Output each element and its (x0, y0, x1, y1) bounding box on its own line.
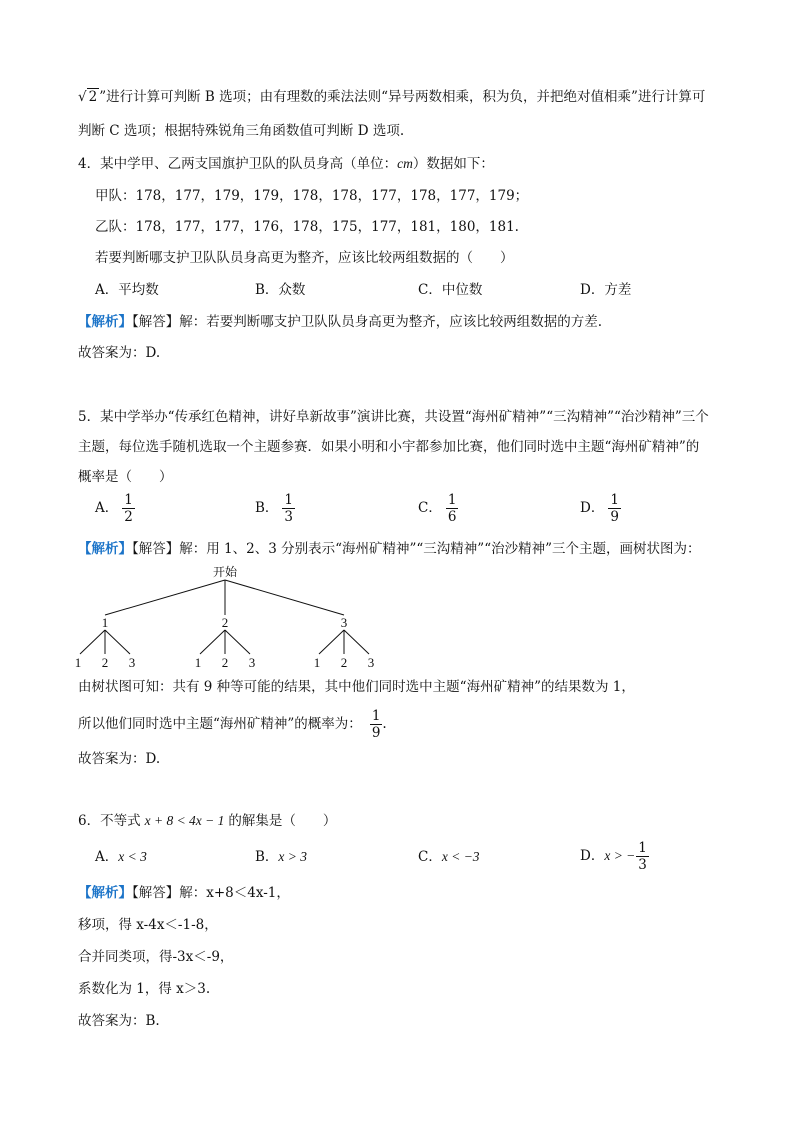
q4-team-b: 乙队：178，177，177，176，178，175，177，181，180，181. (95, 219, 519, 235)
q4-solution: 【解析】【解答】解：若要判断哪支护卫队队员身高更为整齐，应该比较两组数据的方差. (78, 314, 603, 330)
tree-branch (200, 630, 225, 654)
tree-node-1: 1 (101, 615, 109, 630)
q4-stem: 4．某中学甲、乙两支国旗护卫队的队员身高（单位：cm）数据如下： (78, 156, 494, 172)
q5-solution: 【解析】【解答】解：用 1、2、3 分别表示“海州矿精神”“三沟精神”“治沙精神”三个主题，画树状图为： (78, 541, 701, 557)
tree-branch (105, 630, 130, 654)
q6-answer: 故答案为：B. (78, 1013, 160, 1029)
tree-branch (105, 580, 225, 615)
q4-question: 若要判断哪支护卫队队员身高更为整齐，应该比较两组数据的（ ） (95, 250, 514, 266)
tree-leaf: 3 (248, 655, 256, 670)
q5-stem-line-3: 概率是（ ） (78, 469, 173, 485)
q5-conclusion-2: 所以他们同时选中主题“海州矿精神”的概率为： $\frac{1}{9}$ . (78, 708, 387, 741)
tree-root: 开始 (212, 565, 238, 579)
tree-node-2: 2 (221, 615, 229, 630)
tree-leaf: 1 (194, 655, 202, 670)
intro-line-1: √ 2 ”进行计算可判断 B 选项；由有理数的乘法法则“异号两数相乘，积为负，并把绝对值相乘”进行计算可 (78, 89, 706, 105)
q4-team-a: 甲队：178，177，179，179，178，178，177，178，177，179； (95, 188, 529, 204)
tree-branch (225, 580, 344, 615)
intro-line-2: 判断 C 选项；根据特殊锐角三角函数值可判断 D 选项. (78, 123, 405, 139)
q5-stem-line-2: 主题，每位选手随机选取一个主题参赛．如果小明和小宇都参加比赛，他们同时选中主题“海州矿精神”的 (78, 439, 700, 455)
tree-diagram (60, 560, 400, 672)
q4-answer: 故答案为：D. (78, 345, 161, 361)
q5-option-a: A． $\frac{1}{2}$ (95, 492, 133, 525)
tree-branch (319, 630, 344, 654)
q5-option-c: C． $\frac{1}{6}$ (418, 492, 457, 525)
q6-step-2: 合并同类项，得-3x＜-9， (78, 949, 234, 965)
q4-option-b: B．众数 (255, 282, 306, 298)
q6-step-1: 移项，得 x-4x＜-1-8， (78, 917, 218, 933)
sqrt-expression: √ 2 (78, 89, 98, 105)
q6-option-d: D．x > − $\frac{1}{3}$ (580, 840, 647, 873)
q6-stem: 6．不等式 x + 8 < 4x − 1 的解集是（ ） (78, 813, 337, 829)
tree-leaf: 1 (313, 655, 321, 670)
tree-leaf: 1 (74, 655, 82, 670)
q6-option-b: B．x > 3 (255, 849, 308, 865)
q5-option-b: B． $\frac{1}{3}$ (255, 492, 294, 525)
q5-stem-line-1: 5．某中学举办“传承红色精神，讲好阜新故事”演讲比赛，共设置“海州矿精神”“三沟精神”“治沙精神”三个 (78, 409, 709, 425)
q5-option-d: D． $\frac{1}{9}$ (580, 492, 619, 525)
q5-answer: 故答案为：D. (78, 751, 161, 767)
q6-solution: 【解析】【解答】解：x+8＜4x-1， (78, 885, 290, 901)
q6-option-a: A．x < 3 (95, 849, 147, 865)
q5-conclusion-1: 由树状图可知：共有 9 种等可能的结果，其中他们同时选中主题“海州矿精神”的结果数为 1， (78, 679, 635, 695)
tree-node-3: 3 (340, 615, 348, 630)
q4-option-a: A．平均数 (95, 282, 159, 298)
tree-leaf: 3 (367, 655, 375, 670)
q6-option-c: C．x < −3 (418, 849, 480, 865)
q4-option-d: D．方差 (580, 282, 632, 298)
tree-leaf: 3 (128, 655, 136, 670)
tree-branch (80, 630, 105, 654)
tree-leaf: 2 (221, 655, 229, 670)
q4-option-c: C．中位数 (418, 282, 483, 298)
tree-leaf: 2 (340, 655, 348, 670)
tree-branch (344, 630, 369, 654)
q6-step-3: 系数化为 1，得 x＞3. (78, 981, 211, 997)
tree-leaf: 2 (101, 655, 109, 670)
tree-branch (225, 630, 250, 654)
